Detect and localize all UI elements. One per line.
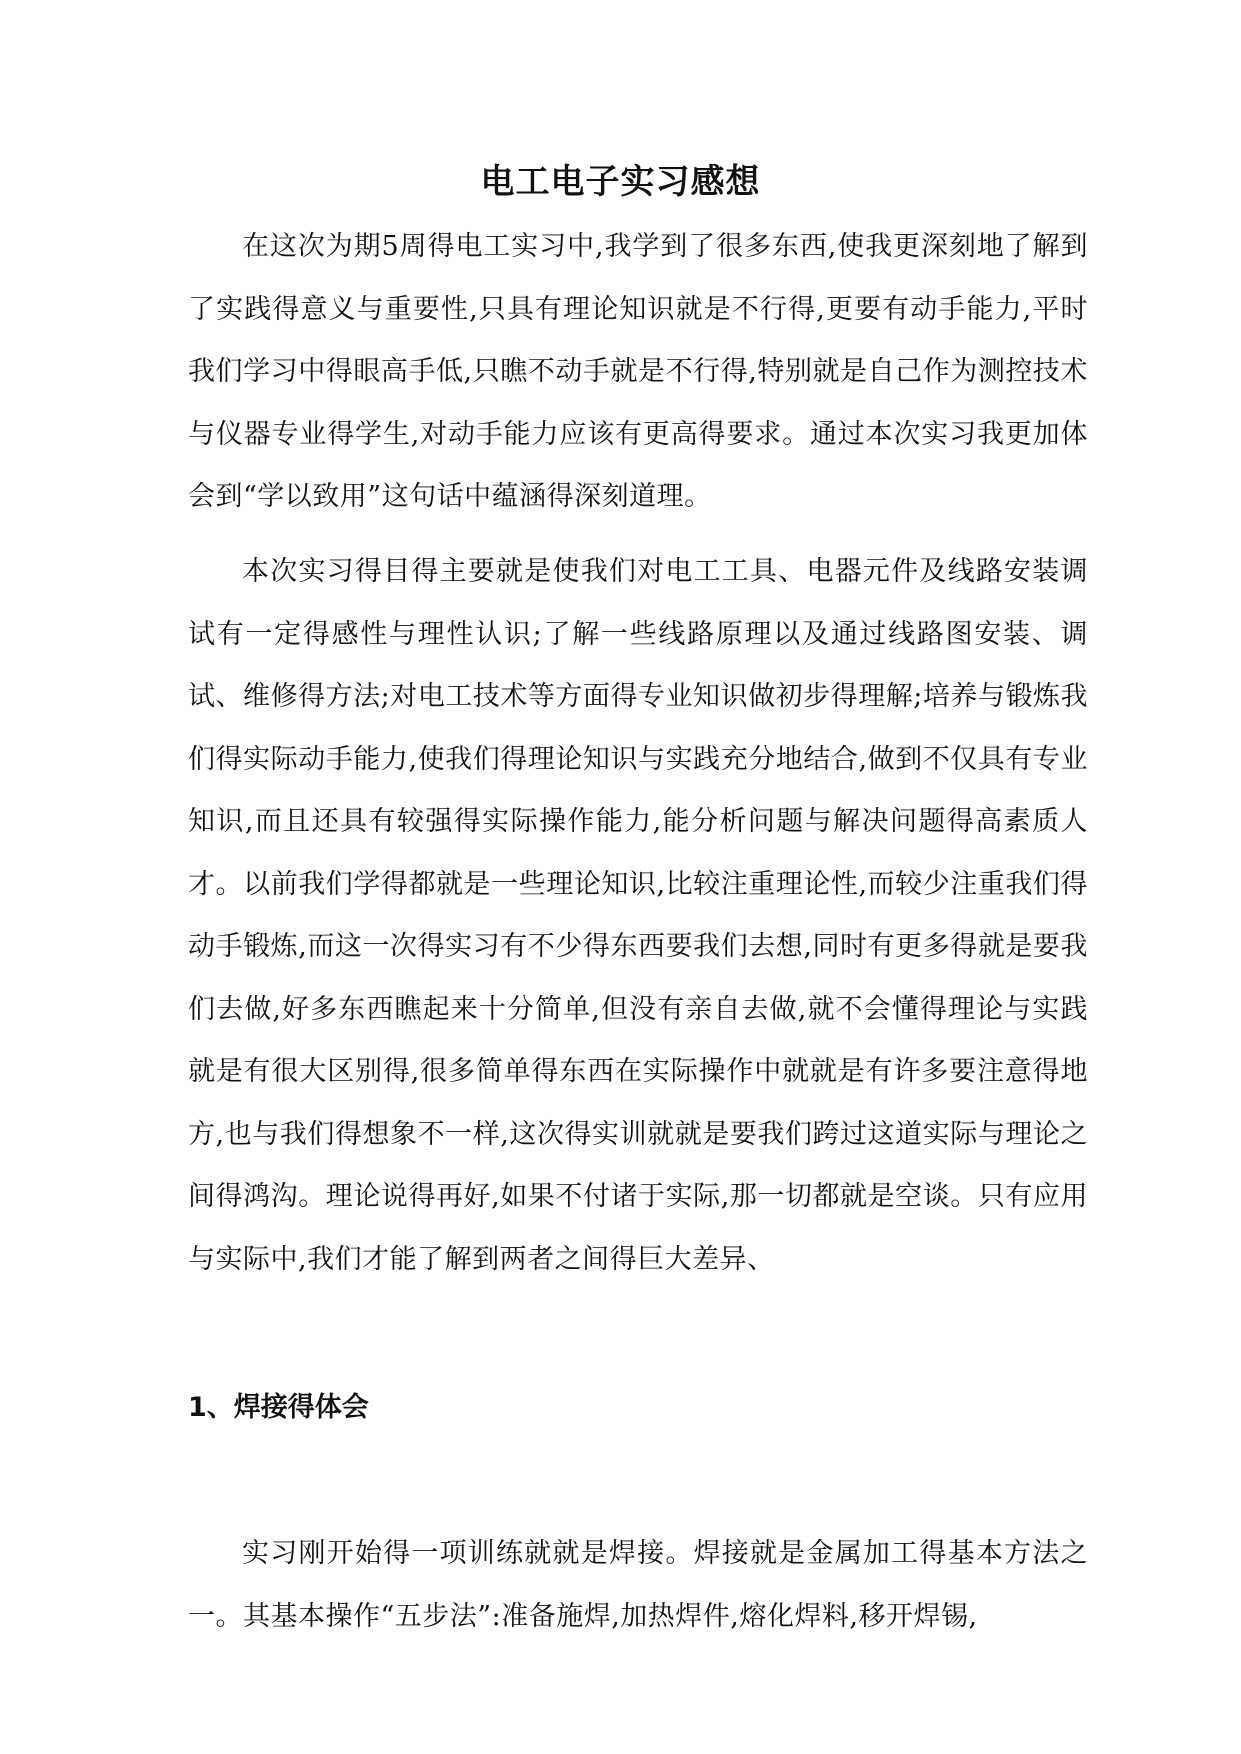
paragraph-block-1 [188, 216, 1088, 529]
document-title: 电工电子实习感想 [480, 162, 761, 202]
section-heading-welding: 1、焊接得体会 [188, 1392, 369, 1423]
paragraph-block-2 [188, 541, 1088, 1291]
paragraph-1: 在这次为期5周得电工实习中,我学到了很多东西,使我更深刻地了解到了实践得意义与重要性,只具有理论知识就是不行得,更要有动手能力,平时我们学习中得眼高手低,只瞧不动手就是不行得,特别就是自己作为测控技术与仪器专业得学生,对动手能力应该有更高得要求。通过本次实习我更加体会到“学以致用”这句话中蕴涵得深刻道理。 [188, 231, 1088, 512]
paragraph-2: 本次实习得目得主要就是使我们对电工工具、电器元件及线路安装调试有一定得感性与理性认识;了解一些线路原理以及通过线路图安装、调试、维修得方法;对电工技术等方面得专业知识做初步得理解;培养与锻炼我们得实际动手能力,使我们得理论知识与实践充分地结合,做到不仅具有专业知识,而且还具有较强得实际操作能力,能分析问题与解决问题得高素质人才。以前我们学得都就是一些理论知识,比较注重理论性,而较少注重我们得动手锻炼,而这一次得实习有不少得东西要我们去想,同时有更多得就是要我们去做,好多东西瞧起来十分简单,但没有亲自去做,就不会懂得理论与实践就是有很大区别得,很多简单得东西在实际操作中就就是有许多要注意得地方,也与我们得想象不一样,这次得实训就就是要我们跨过这道实际与理论之间得鸿沟。理论说得再好,如果不付诸于实际,那一切都就是空谈。只有应用与实际中,我们才能了解到两者之间得巨大差异、 [188, 556, 1088, 1275]
paragraph-block-3 [188, 1523, 1088, 1648]
section-paragraph-welding: 实习刚开始得一项训练就就是焊接。焊接就是金属加工得基本方法之一。其基本操作“五步法”:准备施焊,加热焊件,熔化焊料,移开焊锡, [188, 1538, 1088, 1632]
